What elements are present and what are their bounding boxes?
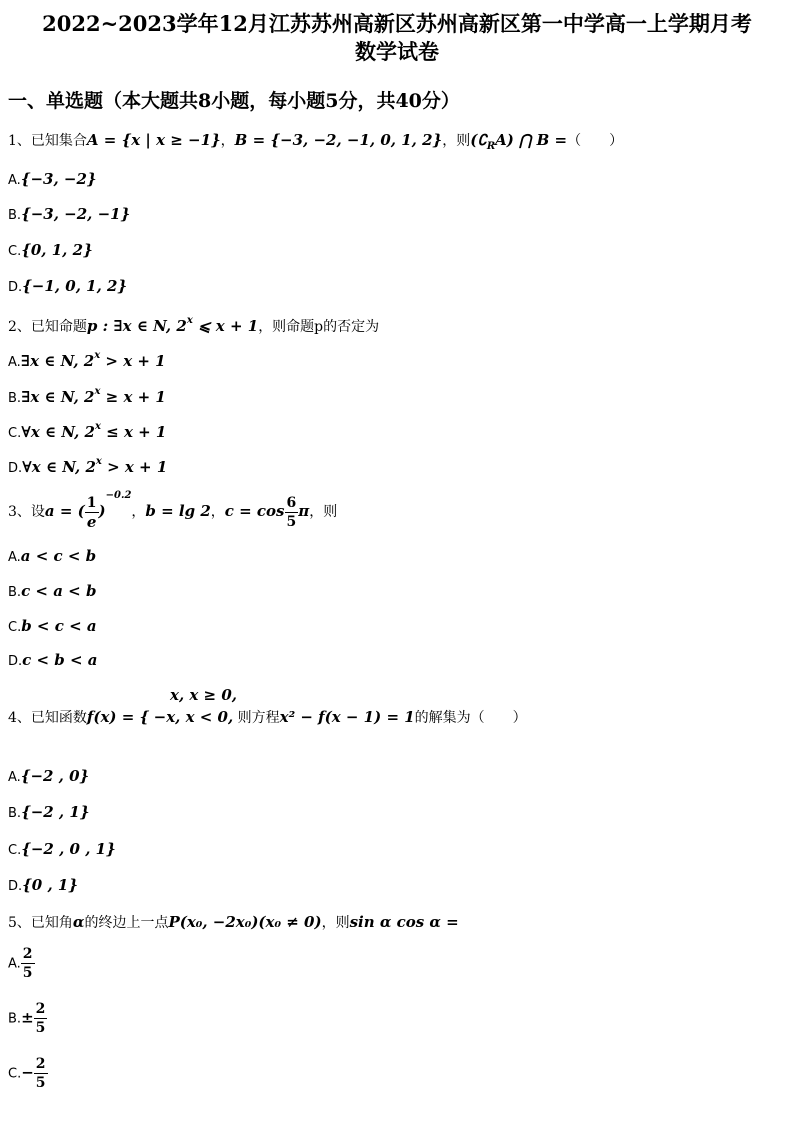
exam-subtitle: 数学试卷 <box>355 39 439 64</box>
q4-option-b[interactable]: B.{−2 , 1} <box>8 803 90 821</box>
q3-option-c[interactable]: C.b < c < a <box>8 617 97 635</box>
fraction-2-over-5: $\frac{2}{5}$ <box>35 1001 46 1036</box>
section-heading: 一、单选题（本大题共8小题，每小题5分，共40分） <box>8 90 460 112</box>
q3-option-d[interactable]: D.c < b < a <box>8 651 98 669</box>
question-5-stem: 5、已知角α的终边上一点P(x₀, −2x₀)(x₀ ≠ 0)，则sin α cos α = <box>8 913 459 931</box>
q1-option-b[interactable]: B.{−3, −2, −1} <box>8 205 131 223</box>
q5-option-b[interactable]: B.± $\frac{2}{5}$ <box>8 1001 46 1036</box>
q3-option-b[interactable]: B.c < a < b <box>8 582 97 600</box>
q5-option-a[interactable]: A. $\frac{2}{5}$ <box>8 946 33 981</box>
fraction-2-over-5: $\frac{2}{5}$ <box>22 946 33 981</box>
question-3-stem: 3、设a = ( $\frac{1}{e}$ )$^{-0.2}$，b = lg 2，c = cos $\frac{6}{5}$ π，则 <box>8 490 338 531</box>
q4-option-d[interactable]: D.{0 , 1} <box>8 876 78 894</box>
q2-option-b[interactable]: B.∃x ∈ N, $2^x \ge x + 1$ <box>8 386 166 406</box>
piecewise-top-case: x, x ≥ 0, <box>170 686 238 704</box>
q4-option-a[interactable]: A.{−2 , 0} <box>8 767 90 785</box>
question-1-stem: 1、已知集合A = {x | x ≥ −1}，B = {−3, −2, −1, 0, 1, 2}，则$(∁_RA)$ ⋂ B =（ ） <box>8 131 624 152</box>
q2-option-d[interactable]: D.∀x ∈ N, $2^x > x + 1$ <box>8 456 168 476</box>
q1-option-c[interactable]: C.{0, 1, 2} <box>8 241 93 259</box>
fraction-6-over-5: $\frac{6}{5}$ <box>286 494 297 530</box>
fraction-2-over-5: $\frac{2}{5}$ <box>35 1056 46 1091</box>
exam-title: 2022~2023学年12月江苏苏州高新区苏州高新区第一中学高一上学期月考 <box>42 11 752 36</box>
q3-option-a[interactable]: A.a < c < b <box>8 547 97 565</box>
q2-option-a[interactable]: A.∃x ∈ N, $2^x > x + 1$ <box>8 350 166 370</box>
question-4-stem: 4、已知函数f(x) = { −x, x < 0, 则方程x² − f(x − 1) = 1的解集为（ ） <box>8 708 527 726</box>
q1-option-a[interactable]: A.{−3, −2} <box>8 170 97 188</box>
question-2-stem: 2、已知命题p : ∃x ∈ N, 2$^x$ ⩽ x + 1，则命题p的否定为 <box>8 315 380 335</box>
q4-option-c[interactable]: C.{−2 , 0 , 1} <box>8 840 116 858</box>
q2-option-c[interactable]: C.∀x ∈ N, $2^x \le x + 1$ <box>8 421 167 441</box>
q5-option-c[interactable]: C.− $\frac{2}{5}$ <box>8 1056 46 1091</box>
fraction-1-over-e: $\frac{1}{e}$ <box>86 494 97 531</box>
q1-option-d[interactable]: D.{−1, 0, 1, 2} <box>8 277 128 295</box>
